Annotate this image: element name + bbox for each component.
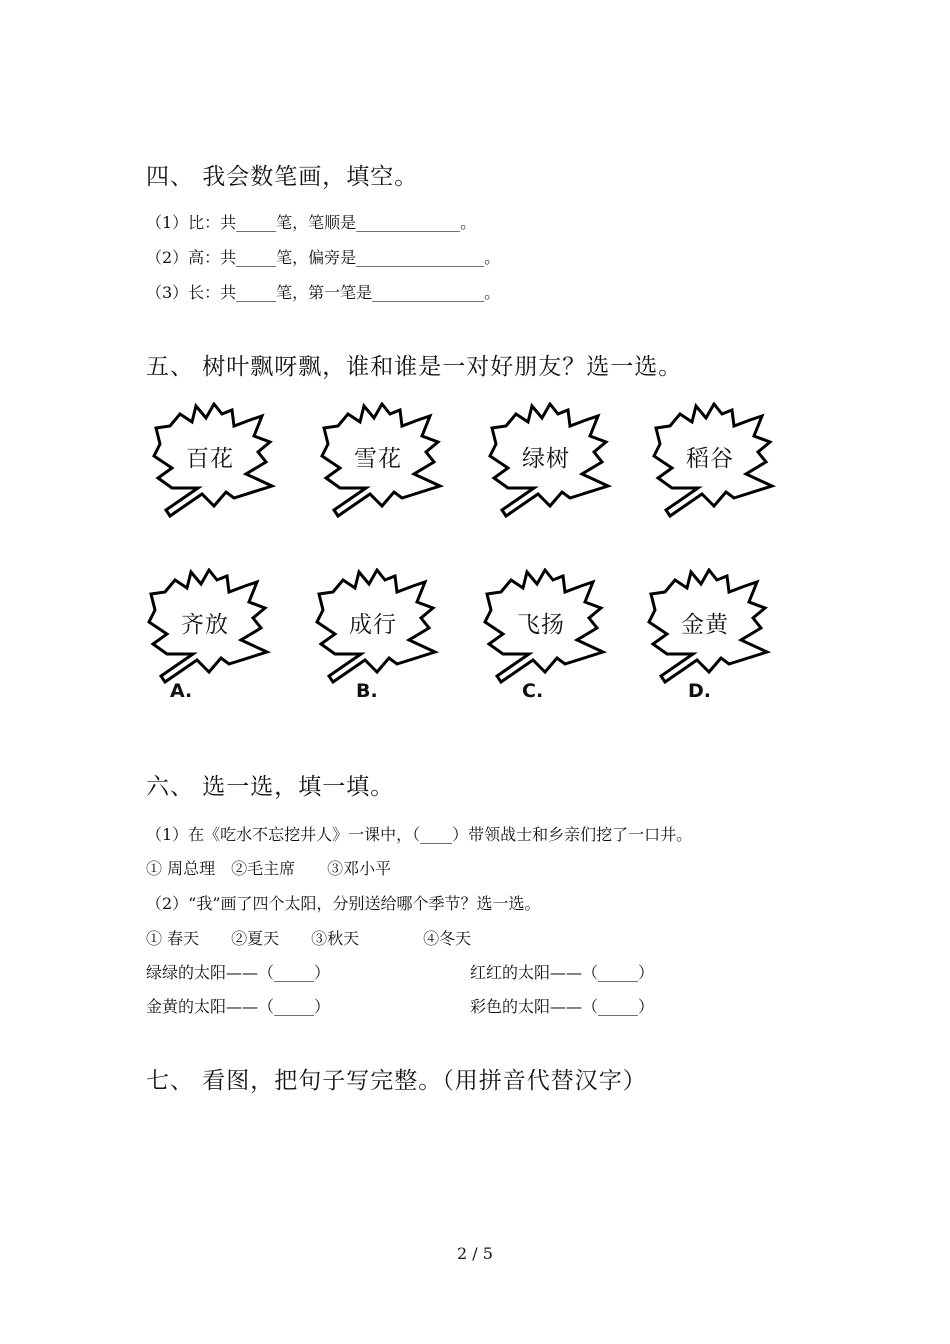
leaf-word: 绿树 (522, 446, 570, 472)
leaf-word: 飞扬 (517, 612, 565, 638)
page-number: 2 / 5 (457, 1244, 493, 1263)
leaf-word: 稻谷 (686, 446, 734, 472)
leaf-word: 百花 (186, 446, 234, 472)
section-6-question-1: （1）在《吃水不忘挖井人》一课中，（____）带领战士和乡亲们挖了一口井。 (146, 825, 693, 844)
leaf-top-4[interactable] (650, 402, 780, 522)
option-label-d: D. (688, 680, 711, 702)
fill-golden-sun: 金黄的太阳——（_____） (146, 997, 331, 1016)
section-5-heading: 五、 树叶飘呀飘，谁和谁是一对好朋友？选一选。 (146, 354, 683, 380)
leaf-top-1[interactable] (150, 402, 280, 522)
section-6-question-2-options: ① 春天 ②夏天 ③秋天 ④冬天 (146, 929, 472, 948)
section-6-question-2: （2）“我”画了四个太阳，分别送给哪个季节？选一选。 (146, 894, 541, 913)
fill-red-sun: 红红的太阳——（_____） (470, 963, 655, 982)
fill-colorful-sun: 彩色的太阳——（_____） (470, 997, 655, 1016)
section-6-question-1-options: ① 周总理 ②毛主席 ③邓小平 (146, 859, 392, 878)
section-6-heading: 六、 选一选，填一填。 (146, 774, 395, 800)
section-4-line-3: （3）长：共_____笔，第一笔是______________。 (146, 283, 501, 302)
option-label-a: A. (170, 680, 193, 702)
leaf-word: 金黄 (681, 612, 729, 638)
leaf-top-3[interactable] (486, 402, 616, 522)
section-4-line-1: （1）比：共_____笔，笔顺是_____________。 (146, 213, 477, 232)
leaf-bottom-c[interactable] (481, 568, 611, 688)
leaf-bottom-d[interactable] (645, 568, 775, 688)
section-4-line-2: （2）高：共_____笔，偏旁是________________。 (146, 248, 501, 267)
section-7-heading: 七、 看图，把句子写完整。（用拼音代替汉字） (146, 1068, 647, 1094)
section-4-heading: 四、 我会数笔画，填空。 (146, 164, 419, 190)
leaf-bottom-a[interactable] (145, 568, 275, 688)
leaf-word: 雪花 (354, 446, 402, 472)
leaf-word: 成行 (349, 612, 397, 638)
fill-green-sun: 绿绿的太阳——（_____） (146, 963, 331, 982)
leaf-top-2[interactable] (318, 402, 448, 522)
option-label-c: C. (522, 680, 544, 702)
leaf-word: 齐放 (181, 612, 229, 638)
option-label-b: B. (356, 680, 378, 702)
leaf-bottom-b[interactable] (313, 568, 443, 688)
